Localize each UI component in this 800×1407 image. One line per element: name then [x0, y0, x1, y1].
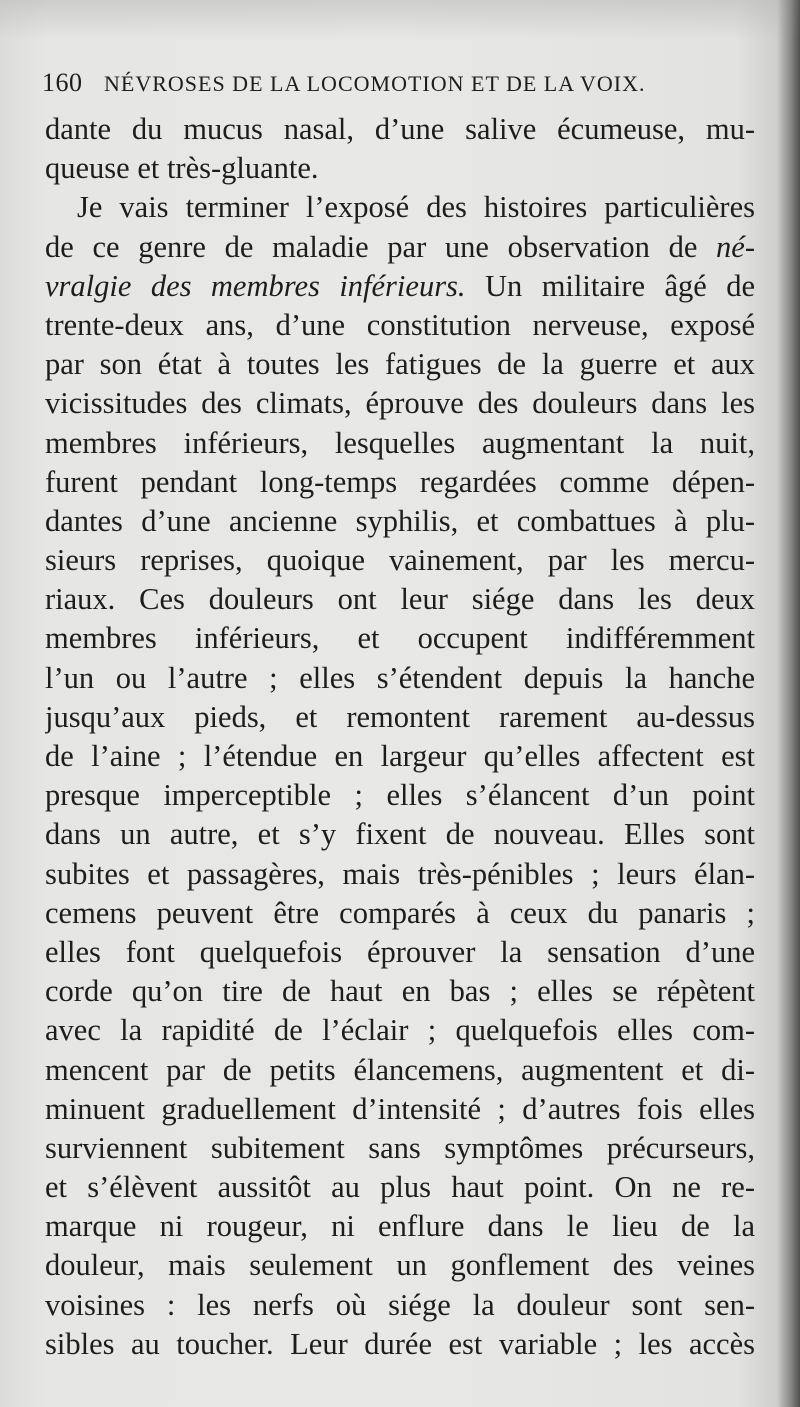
italic-term: né- [716, 229, 755, 264]
text-line: surviennent subitement sans symptômes précurseurs, [45, 1130, 755, 1165]
text-line: membres inférieurs, et occupent indifféremment [45, 621, 755, 656]
page-top-shadow [0, 0, 800, 40]
text-line: furent pendant long-temps regardées comme dépen- [45, 464, 755, 499]
text-line: vicissitudes des climats, éprouve des douleurs dans les [45, 386, 755, 421]
text-line: douleur, mais seulement un gonflement des veines [45, 1248, 755, 1283]
text-line: membres inférieurs, lesquelles augmentant la nuit, [45, 425, 755, 460]
text-line: dans un autre, et s’y fixent de nouveau. Elles sont [45, 817, 755, 852]
text-line: presque imperceptible ; elles s’élancent d’un point [45, 778, 755, 813]
text-line: voisines : les nerfs où siége la douleur sont sen- [45, 1287, 755, 1322]
paragraph-first-line: Je vais terminer l’exposé des histoires particulières [77, 190, 755, 225]
running-head [42, 68, 762, 104]
text-line: cemens peuvent être comparés à ceux du panaris ; [45, 895, 755, 930]
text-line: avec la rapidité de l’éclair ; quelquefois elles com- [45, 1013, 755, 1048]
text-line: minuent graduellement d’intensité ; d’autres fois elles [45, 1091, 755, 1126]
text-line: sibles au toucher. Leur durée est variable ; les accès [45, 1326, 755, 1361]
text-line: jusqu’aux pieds, et remontent rarement au-dessus [45, 699, 755, 734]
text-line: par son état à toutes les fatigues de la guerre et aux [45, 347, 755, 382]
running-title: NÉVROSES DE LA LOCOMOTION ET DE LA VOIX. [104, 71, 646, 96]
italic-term: vralgie des membres inférieurs. [45, 268, 466, 303]
text-line: de l’aine ; l’étendue en largeur qu’elles affectent est [45, 739, 755, 773]
text-line: riaux. Ces douleurs ont leur siége dans les deux [45, 582, 755, 617]
text-line: et s’élèvent aussitôt au plus haut point. On ne re- [45, 1170, 755, 1205]
text-line: mencent par de petits élancemens, augmentent et di- [45, 1052, 755, 1087]
body-text [45, 110, 755, 1364]
text-line: corde qu’on tire de haut en bas ; elles se répètent [45, 974, 755, 1009]
text-line: sieurs reprises, quoique vainement, par les mercu- [45, 543, 755, 578]
text-line: l’un ou l’autre ; elles s’étendent depuis la hanche [45, 660, 755, 695]
text-line: marque ni rougeur, ni enflure dans le lieu de la [45, 1209, 755, 1244]
text-line: dantes d’une ancienne syphilis, et combattues à plu- [45, 503, 755, 538]
text-line: queuse et très-gluante. [45, 151, 319, 186]
text-line: dante du mucus nasal, d’une salive écumeuse, mu- [45, 112, 755, 146]
text-line: trente-deux ans, d’une constitution nerveuse, exposé [45, 307, 755, 342]
page-gutter-shadow [778, 0, 800, 1407]
text-line-with-italic: vralgie des membres inférieurs. Un militaire âgé de [45, 268, 755, 303]
text-line: subites et passagères, mais très-pénibles ; leurs élan- [45, 856, 755, 891]
italic-lead-in: de ce genre de maladie par une observation de né- [45, 229, 755, 264]
page-number: 160 [42, 68, 83, 97]
text-line: elles font quelquefois éprouver la sensation d’une [45, 934, 755, 969]
text-line-with-italic [45, 228, 755, 267]
